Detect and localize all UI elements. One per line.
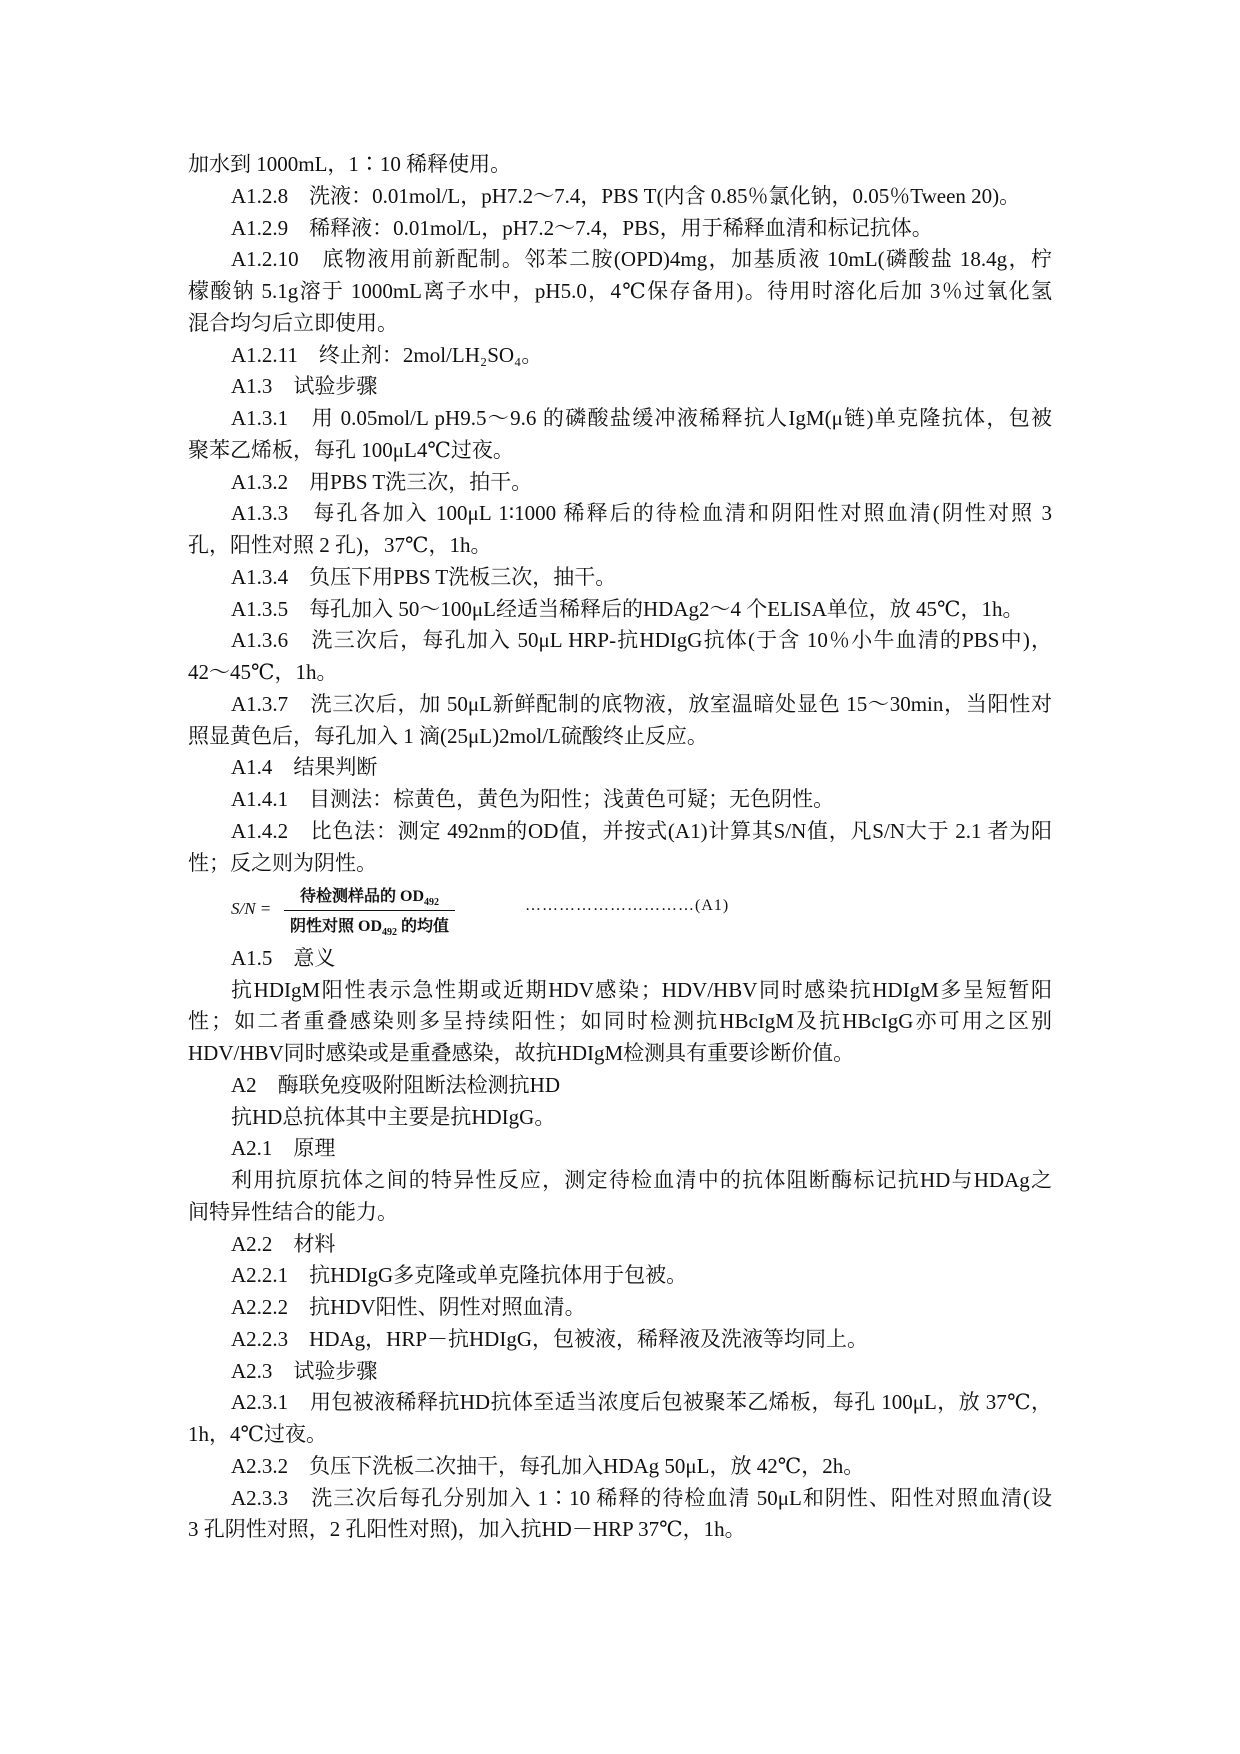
text-line: 1h，4℃过夜。 <box>188 1422 327 1446</box>
denominator-text: 阴性对照 OD <box>290 918 383 936</box>
text-line: A1.3.3 每孔各加入 100μL 1∶1000 稀释后的待检血清和阴阳性对照血清(阴性对照 3 <box>231 501 1052 526</box>
text-line: A2.1 原理 <box>231 1136 336 1161</box>
text-line: 聚苯乙烯板，每孔 100μL4℃过夜。 <box>188 437 514 462</box>
text-line: 间特异性结合的能力。 <box>188 1199 398 1224</box>
text-line: HDV/HBV同时感染或是重叠感染，故抗HDIgM检测具有重要诊断价值。 <box>188 1041 855 1065</box>
text-line: A1.2.10 底物液用前新配制。邻苯二胺(OPD)4mg，加基质液 10mL(磷酸盐 18.4g，柠 <box>231 247 1052 272</box>
text-line: A2.3.1 用包被液稀释抗HD抗体至适当浓度后包被聚苯乙烯板，每孔 100μL，放 37℃， <box>231 1390 1052 1415</box>
text-line: A1.5 意义 <box>231 945 336 970</box>
text-line: 檬酸钠 5.1g溶于 1000mL离子水中，pH5.0，4℃保存备用)。待用时溶化后加 3％过氧化氢 <box>188 279 1052 303</box>
text-line: 照显黄色后，每孔加入 1 滴(25μL)2mol/L硫酸终止反应。 <box>188 723 708 748</box>
text-line: A1.3.2 用PBS T洗三次，拍干。 <box>231 469 533 494</box>
text-line: A1.4.1 目测法：棕黄色，黄色为阳性；浅黄色可疑；无色阴性。 <box>231 787 835 811</box>
text-line: 3 孔阴性对照，2 孔阳性对照)，加入抗HD－HRP 37℃，1h。 <box>188 1517 746 1542</box>
text-line: 42～45℃，1h。 <box>188 660 338 684</box>
numerator-subscript: 492 <box>424 897 440 909</box>
text-line: A1.3.4 负压下用PBS T洗板三次，抽干。 <box>231 564 617 589</box>
formula-fraction <box>284 883 455 938</box>
text-block-a1-5-a2 <box>188 943 1052 1546</box>
text-line: A2.2 材料 <box>231 1231 336 1256</box>
formula-reference: …………………………(A1) <box>525 897 730 915</box>
text-line: A1.3.6 洗三次后，每孔加入 50μL HRP-抗HDIgG抗体(于含 10％小牛血清的PBS中)， <box>231 628 1052 653</box>
text-line: A1.4 结果判断 <box>231 755 378 780</box>
text-line: A1.2.8 洗液：0.01mol/L，pH7.2～7.4，PBS T(内含 0.85％氯化钠，0.05％Tween 20)。 <box>231 183 1021 208</box>
text-line: A1.4.2 比色法：测定 492nm的OD值，并按式(A1)计算其S/N值，凡S/N大于 2.1 者为阳 <box>231 818 1052 843</box>
text-line: A2.2.3 HDAg，HRP－抗HDIgG，包被液，稀释液及洗液等均同上。 <box>231 1326 869 1351</box>
text-block-a1 <box>188 149 1052 879</box>
text-line: A1.3.1 用 0.05mol/L pH9.5～9.6 的磷酸盐缓冲液稀释抗人IgM(μ链)单克隆抗体，包被 <box>231 406 1052 430</box>
sn-formula <box>188 879 1052 943</box>
formula-denominator <box>284 911 455 938</box>
document-page <box>188 149 1052 1546</box>
text-line: A1.2.9 稀释液：0.01mol/L，pH7.2～7.4，PBS，用于稀释血清和标记抗体。 <box>231 215 933 240</box>
text-line: A2.3 试验步骤 <box>231 1358 378 1383</box>
denominator-subscript: 492 <box>382 927 398 939</box>
text-line: 抗HDIgM阳性表示急性期或近期HDV感染；HDV/HBV同时感染抗HDIgM多呈短暂阳 <box>231 977 1052 1002</box>
text-line: A1.3.5 每孔加入 50～100μL经适当稀释后的HDAg2～4 个ELISA单位，放 45℃，1h。 <box>231 596 1024 621</box>
text-line: A1.2.11 终止剂：2mol/LH₂SO₄。 <box>231 342 543 367</box>
text-line: 混合均匀后立即使用。 <box>188 310 398 335</box>
text-line: 孔，阳性对照 2 孔)，37℃，1h。 <box>188 533 492 557</box>
text-line: 性；反之则为阴性。 <box>188 850 377 875</box>
text-line: A2.3.2 负压下洗板二次抽干，每孔加入HDAg 50μL，放 42℃，2h。 <box>231 1453 865 1478</box>
text-line: A2.2.1 抗HDIgG多克隆或单克隆抗体用于包被。 <box>231 1263 688 1288</box>
text-line: 抗HD总抗体其中主要是抗HDIgG。 <box>231 1104 556 1129</box>
text-line: A2.3.3 洗三次后每孔分别加入 1∶10 稀释的待检血清 50μL和阴性、阳性对照血清(设 <box>231 1485 1052 1510</box>
text-line: A1.3.7 洗三次后，加 50μL新鲜配制的底物液，放室温暗处显色 15～30min，当阳性对 <box>231 691 1052 716</box>
text-line: A1.3 试验步骤 <box>231 374 378 399</box>
text-line: A2 酶联免疫吸附阻断法检测抗HD <box>231 1072 560 1097</box>
denominator-text-tail: 的均值 <box>397 918 450 936</box>
numerator-text: 待检测样品的 OD <box>300 888 425 906</box>
formula-numerator <box>284 883 455 911</box>
text-line: 利用抗原抗体之间的特异性反应，测定待检血清中的抗体阻断酶标记抗HD与HDAg之 <box>231 1168 1052 1192</box>
text-line: 性；如二者重叠感染则多呈持续阳性；如同时检测抗HBcIgM及抗HBcIgG亦可用之区别 <box>188 1009 1052 1034</box>
text-line: A2.2.2 抗HDV阳性、阴性对照血清。 <box>231 1295 586 1319</box>
text-line: 加水到 1000mL，1∶10 稀释使用。 <box>188 152 512 176</box>
formula-lhs: S/N = <box>231 899 272 919</box>
